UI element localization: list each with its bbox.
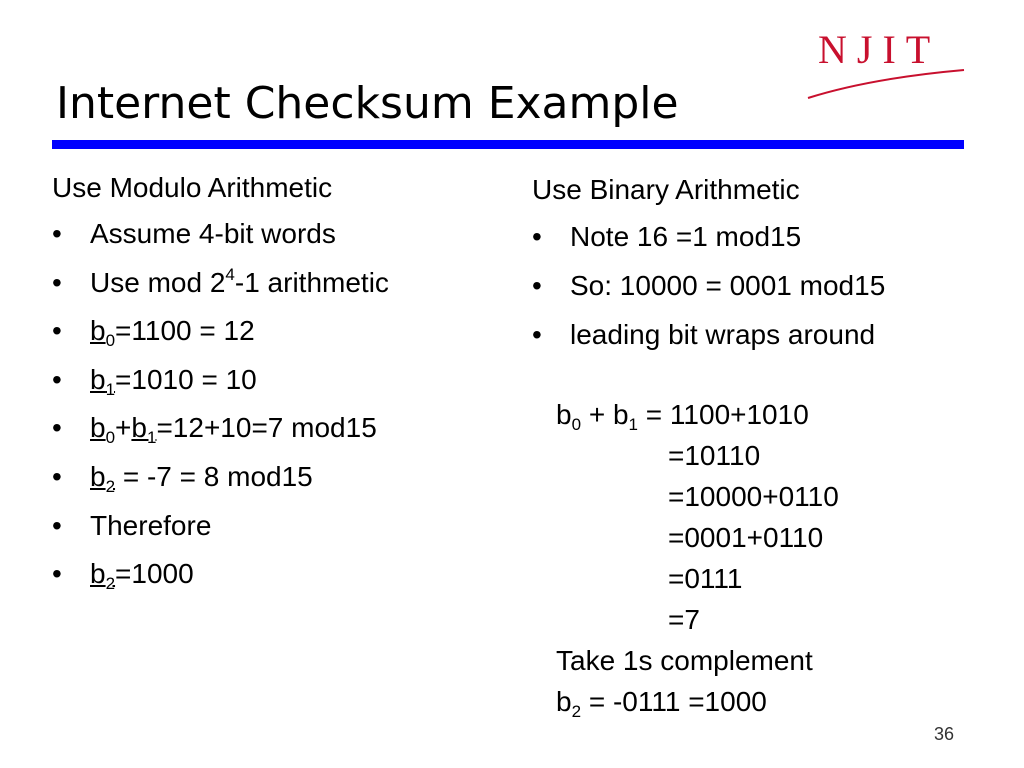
- bullet-icon: •: [52, 412, 62, 444]
- variable-b: $b_1$: [131, 412, 157, 448]
- calc-step: =0001+0110: [668, 522, 824, 553]
- njit-logo-text: NJIT: [818, 27, 941, 72]
- bullet-icon: •: [52, 363, 62, 395]
- variable-b: $b_0$: [90, 315, 116, 351]
- calc-final-line: $b_2 = -0111 =1000$: [556, 686, 767, 721]
- list-item: • $b_0=1100 = 12$: [52, 307, 389, 356]
- list-item: • $b_0+b_1=12+10=7$ mod15: [52, 404, 389, 453]
- bullet-icon: •: [532, 319, 542, 350]
- bullet-icon: •: [52, 460, 62, 492]
- calc-step: =10000+0110: [668, 481, 839, 512]
- variable-b: $b_2$: [90, 558, 116, 594]
- page-number: 36: [934, 724, 955, 744]
- left-column: [52, 166, 389, 599]
- list-item: • Note 16 =1 mod15: [532, 212, 885, 261]
- list-item: • So: 10000 = 0001 mod15: [532, 261, 885, 310]
- variable-b: $b_1$: [90, 363, 116, 399]
- calc-step: =7: [668, 604, 700, 635]
- variable-b: $b_2$: [90, 460, 116, 496]
- list-item: • Use mod $2^4-1$ arithmetic: [52, 259, 389, 308]
- list-item: • Therefore: [52, 502, 389, 551]
- right-bullet-list: [532, 212, 885, 359]
- complement-label: Take 1s complement: [556, 645, 813, 676]
- bullet-icon: •: [52, 315, 62, 347]
- binary-calculation: [556, 394, 839, 722]
- list-item: • $b_1=1010 = 10$: [52, 356, 389, 405]
- list-item: • $b_2=1000$: [52, 550, 389, 599]
- right-heading: Use Binary Arithmetic: [532, 174, 800, 205]
- calc-step: =0111: [668, 563, 743, 594]
- left-heading: Use Modulo Arithmetic: [52, 172, 333, 203]
- title-rule: [52, 140, 964, 149]
- list-item: • leading bit wraps around: [532, 310, 885, 359]
- logo-swoosh-icon: [806, 56, 966, 102]
- left-bullet-list: [52, 210, 389, 599]
- bullet-icon: •: [52, 266, 62, 298]
- slide-title: Internet Checksum Example: [56, 78, 679, 129]
- calc-step: =10110: [668, 440, 761, 471]
- list-item: • Assume 4-bit words: [52, 210, 389, 259]
- bullet-icon: •: [52, 509, 62, 541]
- variable-b: $b_0$: [90, 412, 116, 448]
- bullet-icon: •: [52, 558, 62, 590]
- calc-first-line: $b_0 + b_1 = 1100+1010$: [556, 399, 809, 434]
- list-item: • $b_2 = -7 = 8$ mod15: [52, 453, 389, 502]
- bullet-icon: •: [52, 218, 62, 249]
- bullet-icon: •: [532, 221, 542, 252]
- bullet-icon: •: [532, 270, 542, 301]
- njit-logo: [806, 26, 966, 102]
- right-column: [532, 168, 885, 359]
